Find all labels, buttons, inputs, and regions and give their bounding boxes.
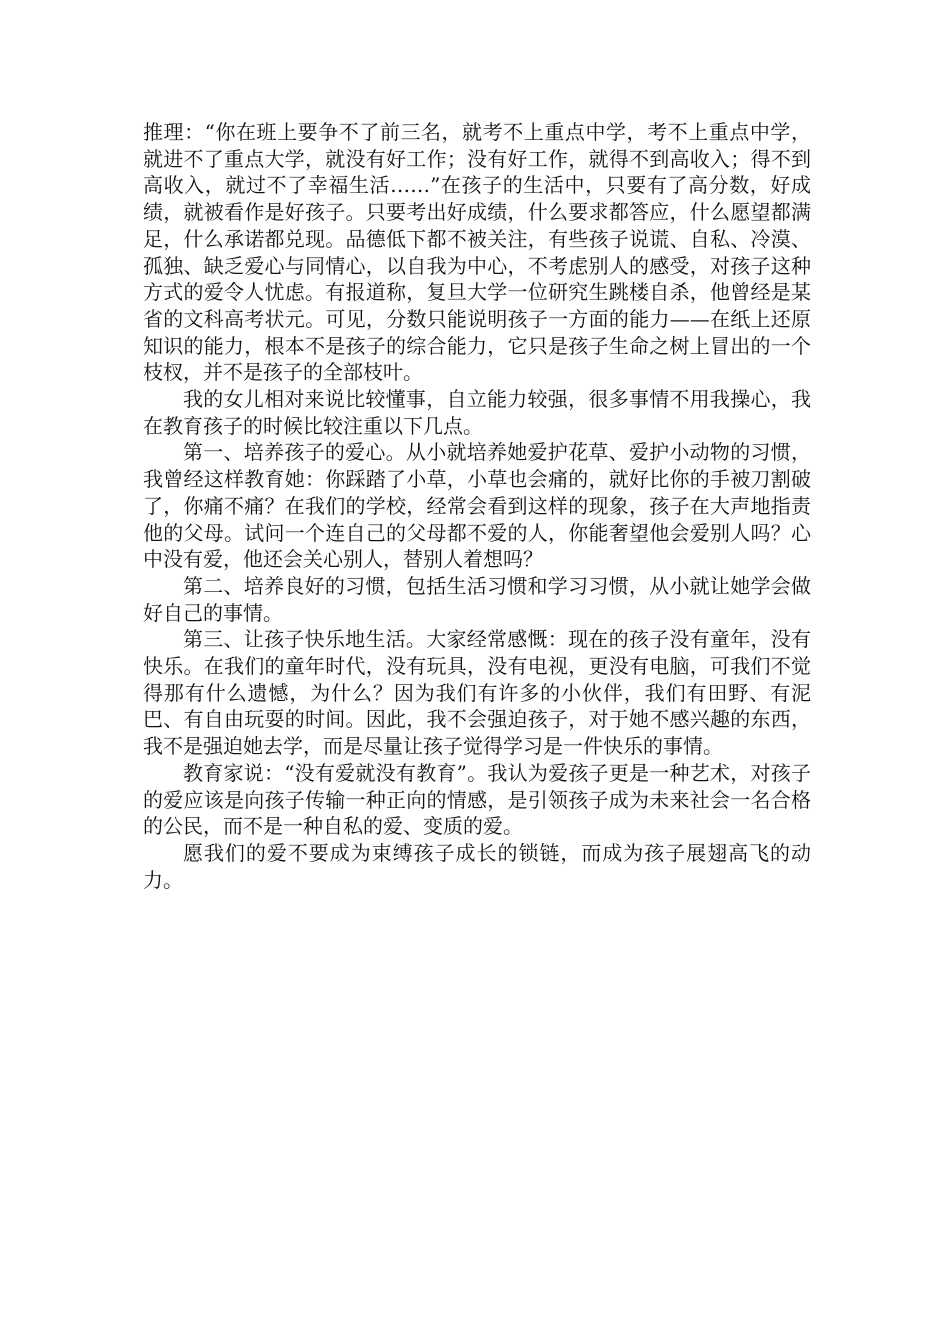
paragraph-4: 第二、培养良好的习惯，包括生活习惯和学习习惯，从小就让她学会做好自己的事情。 bbox=[143, 573, 811, 625]
paragraph-2: 我的女儿相对来说比较懂事，自立能力较强，很多事情不用我操心，我在教育孩子的时候比较注重以下几点。 bbox=[143, 387, 811, 438]
document-body bbox=[143, 119, 811, 893]
paragraph-3: 第一、培养孩子的爱心。从小就培养她爱护花草、爱护小动物的习惯，我曾经这样教育她：你踩踏了小草，小草也会痛的，就好比你的手被刀割破了，你痛不痛？在我们的学校，经常会看到这样的现象，孩子在大声地指责他的父母。试问一个连自己的父母都不爱的人，你能奢望他会爱别人吗？心中没有爱，他还会关心别人，替别人着想吗？ bbox=[143, 440, 811, 572]
paragraph-6: 教育家说：“没有爱就没有教育”。我认为爱孩子更是一种艺术，对孩子的爱应该是向孩子传输一种正向的情感，是引领孩子成为未来社会一名合格的公民，而不是一种自私的爱、变质的爱。 bbox=[143, 760, 811, 839]
paragraph-1: 推理：“你在班上要争不了前三名，就考不上重点中学，考不上重点中学，就进不了重点大学，就没有好工作；没有好工作，就得不到高收入；得不到高收入，就过不了幸福生活……”在孩子的生活中，只要有了高分数，好成绩，就被看作是好孩子。只要考出好成绩，什么要求都答应，什么愿望都满足，什么承诺都兑现。品德低下都不被关注，有些孩子说谎、自私、冷漠、孤独、缺乏爱心与同情心，以自我为中心，不考虑别人的感受，对孩子这种方式的爱令人忧虑。有报道称，复旦大学一位研究生跳楼自杀，他曾经是某省的文科高考状元。可见，分数只能说明孩子一方面的能力——在纸上还原知识的能力，根本不是孩子的综合能力，它只是孩子生命之树上冒出的一个枝杈，并不是孩子的全部枝叶。 bbox=[143, 120, 811, 385]
paragraph-5: 第三、让孩子快乐地生活。大家经常感慨：现在的孩子没有童年，没有快乐。在我们的童年时代，没有玩具，没有电视，更没有电脑，可我们不觉得那有什么遗憾，为什么？因为我们有许多的小伙伴，我们有田野、有泥巴、有自由玩耍的时间。因此，我不会强迫孩子，对于她不感兴趣的东西，我不是强迫她去学，而是尽量让孩子觉得学习是一件快乐的事情。 bbox=[143, 627, 811, 759]
paragraph-7: 愿我们的爱不要成为束缚孩子成长的锁链，而成为孩子展翅高飞的动力。 bbox=[143, 840, 811, 892]
